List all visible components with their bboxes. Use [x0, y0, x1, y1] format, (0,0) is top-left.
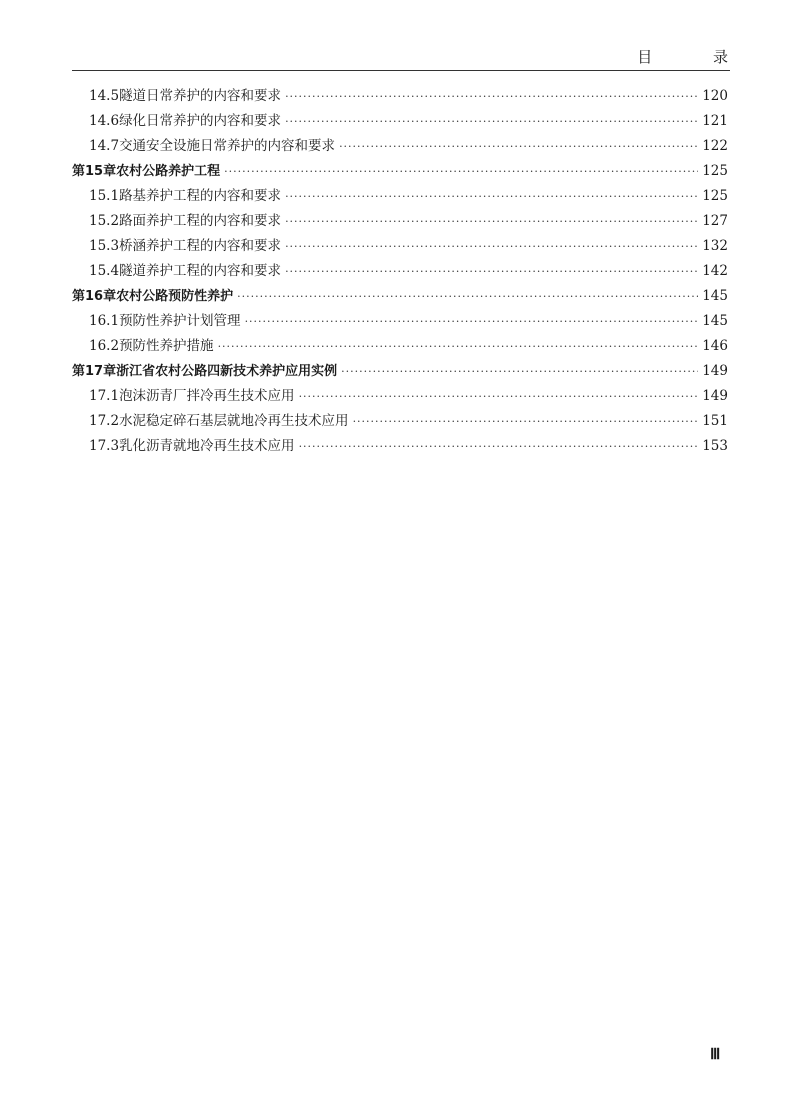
- entry-page-number: 149: [702, 388, 728, 404]
- entry-page-number: 151: [702, 413, 728, 429]
- table-of-contents: [72, 84, 728, 459]
- entry-page-number: 121: [702, 113, 728, 129]
- entry-page-number: 142: [702, 263, 728, 279]
- leader-dots: [299, 384, 698, 409]
- entry-title: 农村公路养护工程: [116, 164, 221, 179]
- leader-dots: [285, 84, 698, 109]
- entry-number: 15.4: [89, 263, 120, 279]
- entry-number: 15.2: [89, 213, 120, 229]
- entry-title: 预防性养护计划管理: [119, 313, 241, 329]
- leader-dots: [285, 184, 698, 209]
- leader-dots: [285, 259, 698, 284]
- leader-dots: [341, 359, 698, 384]
- leader-dots: [237, 284, 698, 309]
- entry-page-number: 145: [702, 313, 728, 329]
- entry-number: 17.2: [89, 413, 120, 429]
- toc-section-entry: [72, 184, 728, 209]
- leader-dots: [218, 334, 698, 359]
- entry-number: 16.2: [89, 338, 120, 354]
- toc-section-entry: [72, 259, 728, 284]
- leader-dots: [285, 209, 698, 234]
- entry-page-number: 149: [702, 363, 728, 379]
- entry-page-number: 153: [702, 438, 728, 454]
- entry-title: 水泥稳定碎石基层就地冷再生技术应用: [119, 413, 349, 429]
- entry-title: 隧道日常养护的内容和要求: [119, 88, 282, 104]
- entry-page-number: 120: [702, 88, 728, 104]
- page-header: [72, 44, 756, 71]
- entry-title: 乳化沥青就地冷再生技术应用: [119, 438, 295, 454]
- toc-section-entry: [72, 309, 728, 334]
- toc-section-entry: [72, 109, 728, 134]
- toc-section-entry: [72, 84, 728, 109]
- entry-number: 第17章: [72, 364, 117, 379]
- toc-section-entry: [72, 134, 728, 159]
- entry-number: 14.5: [89, 88, 120, 104]
- entry-number: 第15章: [72, 164, 117, 179]
- leader-dots: [224, 159, 698, 184]
- entry-page-number: 146: [702, 338, 728, 354]
- leader-dots: [353, 409, 698, 434]
- leader-dots: [245, 309, 698, 334]
- entry-title: 路面养护工程的内容和要求: [119, 213, 282, 229]
- leader-dots: [285, 234, 698, 259]
- toc-chapter-entry: [72, 359, 728, 384]
- toc-section-entry: [72, 234, 728, 259]
- entry-number: 第16章: [72, 289, 117, 304]
- toc-chapter-entry: [72, 159, 728, 184]
- entry-number: 16.1: [89, 313, 120, 329]
- entry-number: 17.1: [89, 388, 120, 404]
- entry-title: 路基养护工程的内容和要求: [119, 188, 282, 204]
- entry-title: 交通安全设施日常养护的内容和要求: [119, 138, 336, 154]
- page-number: Ⅲ: [710, 1047, 721, 1063]
- entry-page-number: 122: [702, 138, 728, 154]
- entry-title: 隧道养护工程的内容和要求: [119, 263, 282, 279]
- entry-number: 14.7: [89, 138, 120, 154]
- entry-page-number: 125: [702, 188, 728, 204]
- entry-number: 15.3: [89, 238, 120, 254]
- header-title: 目 录: [637, 48, 756, 66]
- toc-section-entry: [72, 434, 728, 459]
- toc-section-entry: [72, 409, 728, 434]
- leader-dots: [285, 109, 698, 134]
- entry-number: 17.3: [89, 438, 120, 454]
- toc-section-entry: [72, 384, 728, 409]
- entry-page-number: 145: [702, 288, 728, 304]
- toc-section-entry: [72, 334, 728, 359]
- leader-dots: [299, 434, 698, 459]
- toc-section-entry: [72, 209, 728, 234]
- entry-title: 泡沫沥青厂拌冷再生技术应用: [119, 388, 295, 404]
- entry-title: 桥涵养护工程的内容和要求: [119, 238, 282, 254]
- entry-number: 15.1: [89, 188, 120, 204]
- entry-page-number: 127: [702, 213, 728, 229]
- entry-title: 农村公路预防性养护: [116, 289, 234, 304]
- toc-chapter-entry: [72, 284, 728, 309]
- entry-page-number: 132: [702, 238, 728, 254]
- entry-title: 绿化日常养护的内容和要求: [119, 113, 282, 129]
- entry-title: 预防性养护措施: [119, 338, 214, 354]
- entry-title: 浙江省农村公路四新技术养护应用实例: [116, 364, 338, 379]
- leader-dots: [339, 134, 698, 159]
- entry-page-number: 125: [702, 163, 728, 179]
- entry-number: 14.6: [89, 113, 120, 129]
